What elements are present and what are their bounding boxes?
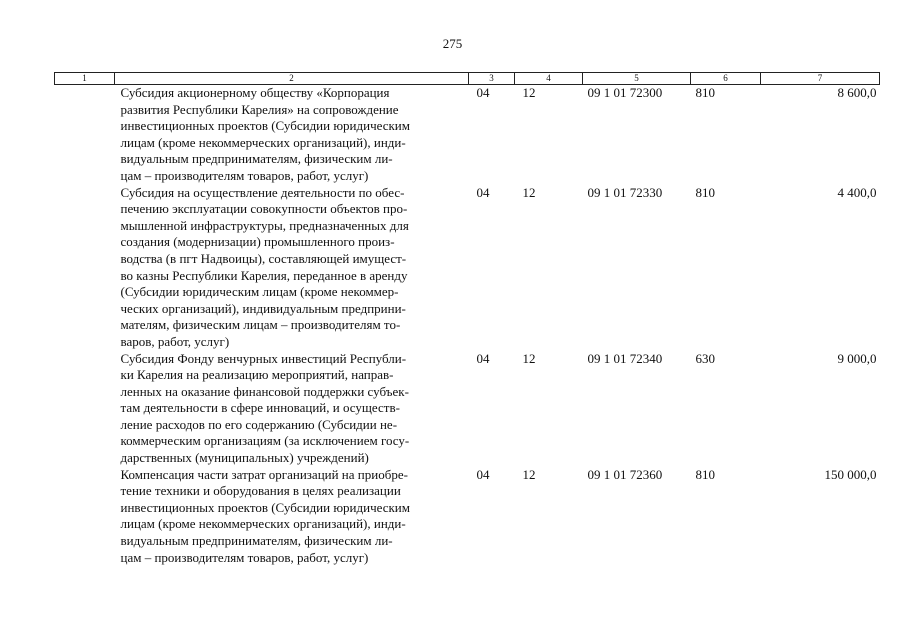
expense-type-cell: 810 xyxy=(695,184,715,200)
subsection-cell: 12 xyxy=(522,350,536,366)
amount-cell: 8 600,0 xyxy=(837,85,877,100)
description-line: цам – производителям товаров, работ, услуг) xyxy=(120,167,369,183)
header-col-2: 2 xyxy=(115,73,469,85)
description-line: (Субсидии юридическим лицам (кроме некоммер- xyxy=(120,284,399,300)
description-line: ление расходов по его содержанию (Субсидии не- xyxy=(120,416,398,432)
empty-cell xyxy=(55,85,115,185)
description-line: ки Карелия на реализацию мероприятий, направ- xyxy=(120,367,394,383)
description-line: ческих организаций), индивидуальным предприни- xyxy=(120,300,406,316)
table-row xyxy=(55,85,880,185)
table-row xyxy=(55,467,880,567)
expense-type-cell: 810 xyxy=(695,466,715,482)
description-line: цам – производителям товаров, работ, услуг) xyxy=(120,549,369,565)
description-line: печению эксплуатации совокупности объектов про- xyxy=(120,201,408,217)
description-line: ленных на оказание финансовой поддержки субъек- xyxy=(120,383,409,399)
description-cell xyxy=(115,85,469,185)
target-article-cell: 09 1 01 72340 xyxy=(587,350,663,366)
description-line: дарственных (муниципальных) учреждений) xyxy=(120,450,369,466)
target-article-cell: 09 1 01 72360 xyxy=(587,466,663,482)
target-article-cell: 09 1 01 72300 xyxy=(587,85,663,100)
empty-cell xyxy=(55,467,115,567)
description-line: лицам (кроме некоммерческих организаций), инди- xyxy=(120,516,406,532)
header-col-1: 1 xyxy=(55,73,115,85)
description-line: там деятельности в сфере инноваций, и осуществ- xyxy=(120,400,400,416)
description-cell xyxy=(115,351,469,467)
description-line: Субсидия Фонду венчурных инвестиций Республи- xyxy=(120,350,407,366)
header-col-3: 3 xyxy=(469,73,515,85)
header-col-6: 6 xyxy=(691,73,761,85)
description-cell xyxy=(115,467,469,567)
description-cell xyxy=(115,185,469,351)
amount-cell: 150 000,0 xyxy=(824,466,877,482)
description-line: инвестиционных проектов (Субсидии юридическим xyxy=(120,499,410,515)
header-col-4: 4 xyxy=(515,73,583,85)
section-cell: 04 xyxy=(476,184,490,200)
description-line: развития Республики Карелия» на сопровождение xyxy=(120,101,399,117)
amount-cell: 9 000,0 xyxy=(837,350,877,366)
section-cell: 04 xyxy=(476,350,490,366)
description-line: тение техники и оборудования в целях реализации xyxy=(120,483,401,499)
description-line: Компенсация части затрат организаций на приобре- xyxy=(120,466,408,482)
description-line: видуальным предпринимателям, физическим ли- xyxy=(120,151,393,167)
expense-type-cell: 810 xyxy=(695,85,715,100)
header-row xyxy=(55,73,880,85)
subsection-cell: 12 xyxy=(522,85,536,100)
budget-table xyxy=(54,72,880,566)
target-article-cell: 09 1 01 72330 xyxy=(587,184,663,200)
table-row xyxy=(55,351,880,467)
amount-cell: 4 400,0 xyxy=(837,184,877,200)
subsection-cell: 12 xyxy=(522,466,536,482)
empty-cell xyxy=(55,351,115,467)
description-line: мателям, физическим лицам – производителям то- xyxy=(120,317,401,333)
description-line: водства (в пгт Надвоицы), составляющей имущест- xyxy=(120,250,407,266)
description-line: лицам (кроме некоммерческих организаций), инди- xyxy=(120,134,406,150)
section-cell: 04 xyxy=(476,466,490,482)
description-line: коммерческим организациям (за исключением госу- xyxy=(120,433,410,449)
description-line: варов, работ, услуг) xyxy=(120,333,230,349)
description-line: видуальным предпринимателям, физическим ли- xyxy=(120,533,393,549)
description-line: во казны Республики Карелия, переданное в аренду xyxy=(120,267,408,283)
expense-type-cell: 630 xyxy=(695,350,715,366)
description-line: инвестиционных проектов (Субсидии юридическим xyxy=(120,118,410,134)
page-number: 275 xyxy=(442,36,463,51)
description-line: мышленной инфраструктуры, предназначенных для xyxy=(120,217,409,233)
subsection-cell: 12 xyxy=(522,184,536,200)
description-line: создания (модернизации) промышленного произ- xyxy=(120,234,395,250)
description-line: Субсидия на осуществление деятельности по обес- xyxy=(120,184,405,200)
section-cell: 04 xyxy=(476,85,490,100)
description-line: Субсидия акционерному обществу «Корпорация xyxy=(120,85,390,100)
empty-cell xyxy=(55,185,115,351)
header-col-7: 7 xyxy=(761,73,880,85)
table-row xyxy=(55,185,880,351)
header-col-5: 5 xyxy=(583,73,691,85)
